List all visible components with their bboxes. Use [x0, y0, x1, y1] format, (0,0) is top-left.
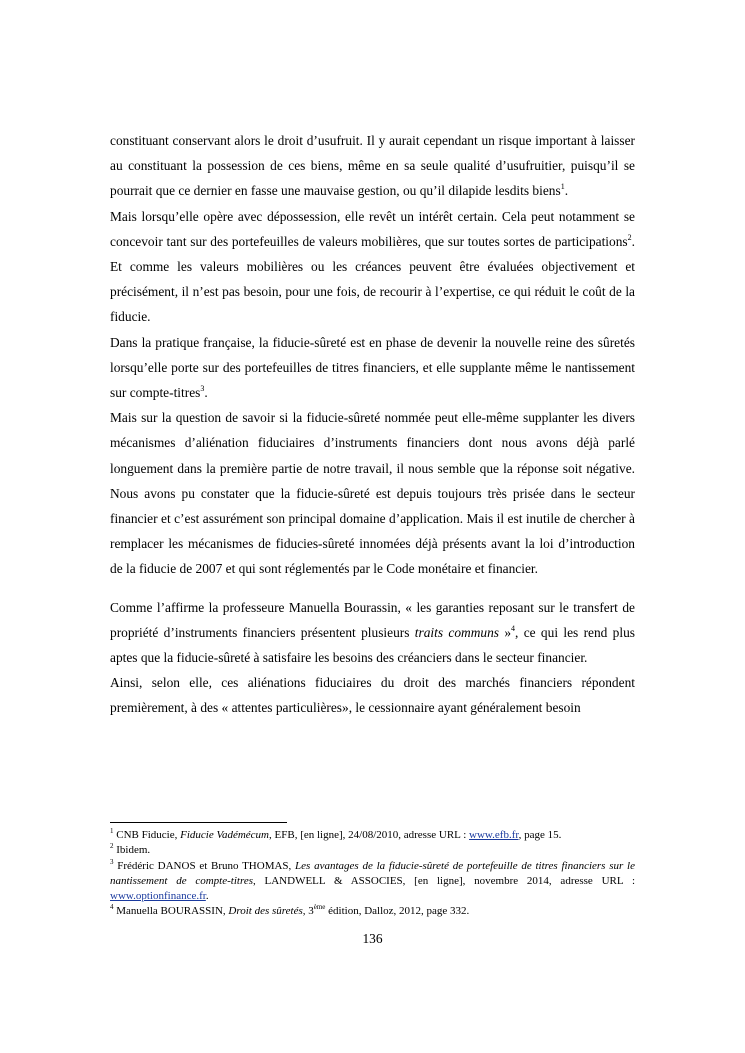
- footnote-separator: [110, 822, 287, 823]
- footnote-4: $^4$ Manuella BOURASSIN, Droit des sûretés, 3ème édition, Dalloz, 2012, page 332.: [110, 903, 470, 918]
- footnote-1: $^1$ CNB Fiducie, Fiducie Vadémécum, EFB, [en ligne], 24/08/2010, adresse URL : www.efb.fr, page 15.: [110, 827, 562, 841]
- paragraph-4: Mais sur la question de savoir si la fiducie-sûreté nommée peut elle-même supplanter les divers mécanismes d’aliénation fiduciaires d’instruments financiers dont nous avons déjà parlé longuement dans la première partie de notre travail, il nous semble que la réponse soit négative. Nous avons pu constater que la fiducie-sûreté est depuis toujours très prisée dans le secteur financier et c’est assurément son principal domaine d’application. Mais il est inutile de chercher à remplacer les mécanismes de fiducies-sûreté innomées déjà présents avant la loi d’introduction de la fiducie de 2007 et qui sont réglementés par le Code monétaire et financier.: [110, 410, 635, 577]
- footnote-3: $^3$ Frédéric DANOS et Bruno THOMAS, Les avantages de la fiducie-sûreté de portefeuille de titres financiers sur le nantissement de compte-titres, LANDWELL & ASSOCIES, [en ligne], novembre 2014, adresse URL : www.optionfinance.fr.: [110, 857, 635, 903]
- footnote-ref-3[interactable]: 3: [200, 384, 205, 394]
- paragraph-1: constituant conservant alors le droit d’usufruit. Il y aurait cependant un risque important à laisser au constituant la possession de ces biens, même en sa seule qualité d’usufruitier, puisqu’il se pourrait que ce dernier en fasse une mauvaise gestion, ou qu’il dilapide lesdits biens$^1$.: [110, 133, 635, 199]
- footnote-ref-2[interactable]: 2: [627, 232, 632, 242]
- page-number: 136: [362, 931, 383, 946]
- footnote-2: $^2$ Ibidem.: [110, 842, 151, 857]
- optionfinance-link[interactable]: www.optionfinance.fr: [110, 890, 206, 903]
- efb-link[interactable]: www.efb.fr: [469, 829, 519, 841]
- body-text: [110, 128, 635, 721]
- footnote-ref-4[interactable]: 4: [511, 623, 516, 633]
- footnote-ref-1[interactable]: 1: [560, 182, 565, 192]
- paragraph-2: Mais lorsqu’elle opère avec dépossession, elle revêt un intérêt certain. Cela peut notamment se concevoir tant sur des portefeuilles de valeurs mobilières, que sur toutes sortes de participations$^2$. Et comme les valeurs mobilières ou les créances peuvent être évaluées objectivement et précisément, il n’est pas besoin, pour une fois, de recourir à l’expertise, ce qui réduit le coût de la fiducie.: [110, 208, 635, 325]
- paragraph-3: Dans la pratique française, la fiducie-sûreté est en phase de devenir la nouvelle reine des sûretés lorsqu’elle porte sur des portefeuilles de titres financiers, et elle supplante même le nantissement sur compte-titres$^3$.: [110, 334, 635, 401]
- quote-italic: traits communs: [414, 624, 499, 640]
- paragraph-6: Ainsi, selon elle, ces aliénations fiduciaires du droit des marchés financiers répondent premièrement, à des « attentes particulières», le cessionnaire ayant généralement besoin: [110, 675, 635, 716]
- footnotes: [110, 828, 635, 920]
- paragraph-5: Comme l’affirme la professeure Manuella Bourassin, « les garanties reposant sur le transfert de propriété d’instruments financiers présentent plusieurs traits communs »$^4$, ce qui les rend plus aptes que la fiducie-sûreté à satisfaire les besoins des créanciers dans le secteur financier.: [110, 599, 636, 666]
